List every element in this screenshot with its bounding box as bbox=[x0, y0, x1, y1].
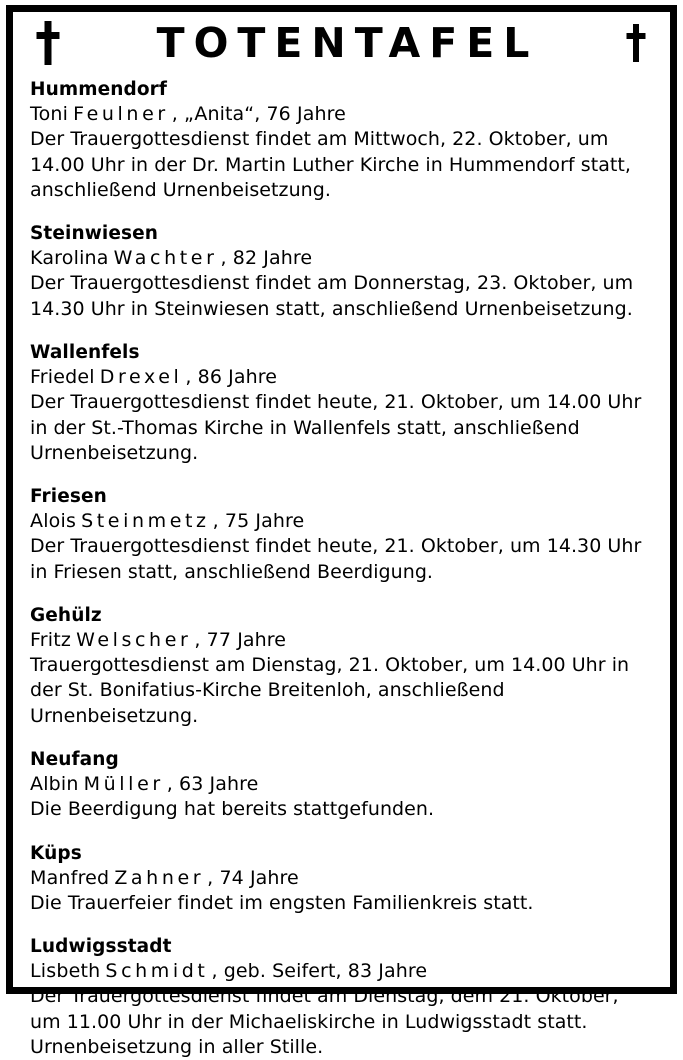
latin-cross-icon bbox=[35, 19, 61, 67]
entry-person bbox=[30, 509, 654, 534]
entry-person bbox=[30, 246, 654, 271]
entry-surname: Feulner bbox=[73, 103, 169, 126]
entry-name-rest: , 75 Jahre bbox=[212, 510, 305, 533]
entry-detail: Die Beerdigung hat bereits stattgefunden. bbox=[30, 798, 435, 821]
entry-given-name: Lisbeth bbox=[30, 960, 101, 983]
obituary-entry bbox=[30, 485, 654, 585]
entry-given-name: Karolina bbox=[30, 247, 109, 270]
entry-surname: Steinmetz bbox=[81, 510, 210, 533]
masthead bbox=[30, 18, 654, 67]
entry-detail: Der Trauergottesdienst findet heute, 21. Oktober, um 14.30 Uhr in Friesen statt, anschließend Beerdigung. bbox=[30, 535, 642, 583]
entry-surname: Schmidt bbox=[105, 960, 209, 983]
obituary-entry bbox=[30, 222, 654, 322]
entry-place: Ludwigsstadt bbox=[30, 936, 172, 958]
entry-person bbox=[30, 959, 654, 984]
entry-place: Hummendorf bbox=[30, 79, 168, 100]
entry-detail: Der Trauergottesdienst findet am Dienstag, dem 21. Oktober, um 11.00 Uhr in der Michaeliskirche in Ludwigsstadt statt. Urnenbeisetzung in aller Stille. bbox=[30, 985, 619, 1059]
entry-surname: Zahner bbox=[114, 866, 205, 889]
obituary-entry bbox=[30, 842, 654, 917]
obituary-entries bbox=[30, 78, 654, 1060]
obituary-entry bbox=[30, 935, 654, 1060]
entry-person bbox=[30, 866, 654, 891]
entry-detail: Der Trauergottesdienst findet am Mittwoch, 22. Oktober, um 14.00 Uhr in der Dr. Martin Luther Kirche in Hummendorf statt, anschließend Urnenbeisetzung. bbox=[30, 128, 631, 201]
entry-surname: Müller bbox=[83, 773, 164, 796]
entry-place: Küps bbox=[30, 842, 82, 864]
entry-given-name: Toni bbox=[30, 103, 69, 126]
entry-name-rest: , 77 Jahre bbox=[194, 628, 287, 651]
entry-place: Neufang bbox=[30, 749, 119, 771]
entry-detail: Der Trauergottesdienst findet heute, 21. Oktober, um 14.00 Uhr in der St.-Thomas Kirche in Wallenfels statt, anschließend Urnenbeisetzung. bbox=[30, 391, 642, 464]
entry-surname: Drexel bbox=[99, 366, 183, 388]
entry-place: Friesen bbox=[30, 486, 107, 508]
entry-given-name: Manfred bbox=[30, 866, 110, 889]
entry-detail: Trauergottesdienst am Dienstag, 21. Oktober, um 14.00 Uhr in der St. Bonifatius-Kirche Breitenloh, anschließend Urnenbeisetzung. bbox=[30, 654, 630, 727]
entry-given-name: Fritz bbox=[30, 628, 72, 651]
entry-person bbox=[30, 102, 654, 127]
entry-place: Wallenfels bbox=[30, 341, 140, 363]
entry-given-name: Albin bbox=[30, 773, 79, 796]
entry-person bbox=[30, 772, 654, 797]
entry-person bbox=[30, 365, 654, 390]
entry-place: Gehülz bbox=[30, 604, 102, 626]
entry-surname: Wachter bbox=[113, 247, 218, 270]
obituary-entry bbox=[30, 604, 654, 729]
entry-given-name: Friedel bbox=[30, 366, 95, 388]
entry-name-rest: , „Anita“, 76 Jahre bbox=[171, 103, 346, 126]
notice-frame bbox=[6, 5, 677, 1059]
obituary-entry bbox=[30, 748, 654, 823]
page-title: TOTENTAFEL bbox=[156, 18, 539, 67]
entry-name-rest: , 86 Jahre bbox=[185, 366, 278, 388]
entry-person bbox=[30, 628, 654, 653]
entry-detail: Der Trauergottesdienst findet am Donnerstag, 23. Oktober, um 14.30 Uhr in Steinwiesen statt, anschließend Urnenbeisetzung. bbox=[30, 272, 634, 320]
entry-given-name: Alois bbox=[30, 510, 77, 533]
entry-name-rest: , 82 Jahre bbox=[220, 247, 313, 270]
entry-surname: Welscher bbox=[76, 628, 192, 651]
obituary-entry bbox=[30, 341, 654, 466]
entry-name-rest: , 63 Jahre bbox=[166, 773, 259, 796]
entry-place: Steinwiesen bbox=[30, 223, 159, 245]
obituary-entry bbox=[30, 78, 654, 203]
latin-cross-icon bbox=[625, 22, 647, 64]
entry-detail: Die Trauerfeier findet im engsten Familienkreis statt. bbox=[30, 891, 534, 914]
entry-name-rest: , 74 Jahre bbox=[207, 866, 299, 889]
entry-name-rest: , geb. Seifert, 83 Jahre bbox=[211, 960, 428, 983]
